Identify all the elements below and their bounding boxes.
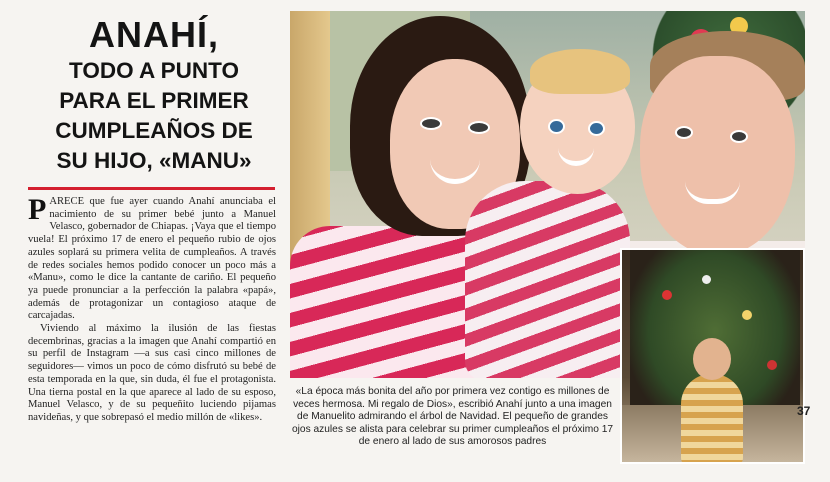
father-face bbox=[640, 56, 795, 256]
child-head bbox=[693, 338, 731, 380]
mother-eye-left bbox=[420, 117, 442, 130]
inset-ornament-2 bbox=[742, 310, 752, 320]
baby-eye-right bbox=[588, 121, 605, 136]
article-paragraph-1 bbox=[28, 193, 276, 323]
mother-eye-right bbox=[468, 121, 490, 134]
photo-caption: «La época más bonita del año por primera vez contigo es millones de veces hermosa. Mi regalo de Dios», escribió Anahí junto a una imagen de Manuelito admirando el árbol de Navidad. El pequeño de grandes ojos azules se alista para celebrar su primer cumpleaños el próximo 17 de enero al lado de sus amorosos padres bbox=[291, 386, 614, 448]
inset-ornament-3 bbox=[702, 275, 711, 284]
inset-child bbox=[677, 338, 747, 464]
mother-smile bbox=[430, 159, 480, 184]
child-pajama bbox=[681, 374, 743, 464]
baby-pajama bbox=[465, 181, 630, 378]
baby-eye-left bbox=[548, 119, 565, 134]
drop-cap: P bbox=[28, 193, 47, 226]
inset-ornament-4 bbox=[767, 360, 777, 370]
headline-subtitle-line-4: SU HIJO, «MANU» bbox=[56, 148, 252, 173]
article-paragraph-2: Viviendo al máximo la ilusión de las fiestas decembrinas, gracias a la imagen que Anahí compartió en su perfil de Instagram —a sus casi cinco millones de seguidores— vimos un poco de cómo disfrutó su bebé de esta temporada en la que, sin duda, él fue el protagonista. Una tierna postal en la que aparece al lado de su esposo, Manuel Velasco, y de su pequeñito luciendo pijamas navideñas, y que sobrepasó el medio millón de «likes». bbox=[28, 323, 276, 423]
baby-smile bbox=[558, 147, 594, 166]
headline-title: ANAHÍ, bbox=[89, 14, 219, 55]
father-eye-right bbox=[730, 130, 748, 143]
headline-divider bbox=[28, 187, 275, 190]
father-eye-left bbox=[675, 126, 693, 139]
inset-ornament-1 bbox=[662, 290, 672, 300]
father-smile bbox=[685, 181, 740, 204]
paragraph-1-text: ARECE que fue ayer cuando Anahí anunciaba el nacimiento de su primer bebé junto a Manuel Velasco, gobernador de Chiapas. ¡Vaya que el tiempo vuela! El próximo 17 de enero el pequeño rubio de ojos azules soplará su primera velita de cumpleaños. A través de redes sociales hemos podido conocer un poco más a «Manu», como le dice la cantante de cariño. El pequeño ya puede pronunciar a la perfección la palabra «papá», además de protagonizar un contagioso ataque de carcajadas. bbox=[28, 196, 276, 322]
headline-subtitle-line-1: TODO A PUNTO bbox=[68, 58, 239, 83]
headline bbox=[28, 16, 280, 174]
headline-subtitle-line-3: CUMPLEAÑOS DE bbox=[55, 118, 253, 143]
christmas-tree-photo bbox=[620, 248, 805, 464]
page-number: 37 bbox=[797, 404, 811, 418]
baby-hair bbox=[530, 49, 630, 94]
headline-subtitle-line-2: PARA EL PRIMER bbox=[59, 88, 249, 113]
article-body bbox=[28, 193, 276, 425]
